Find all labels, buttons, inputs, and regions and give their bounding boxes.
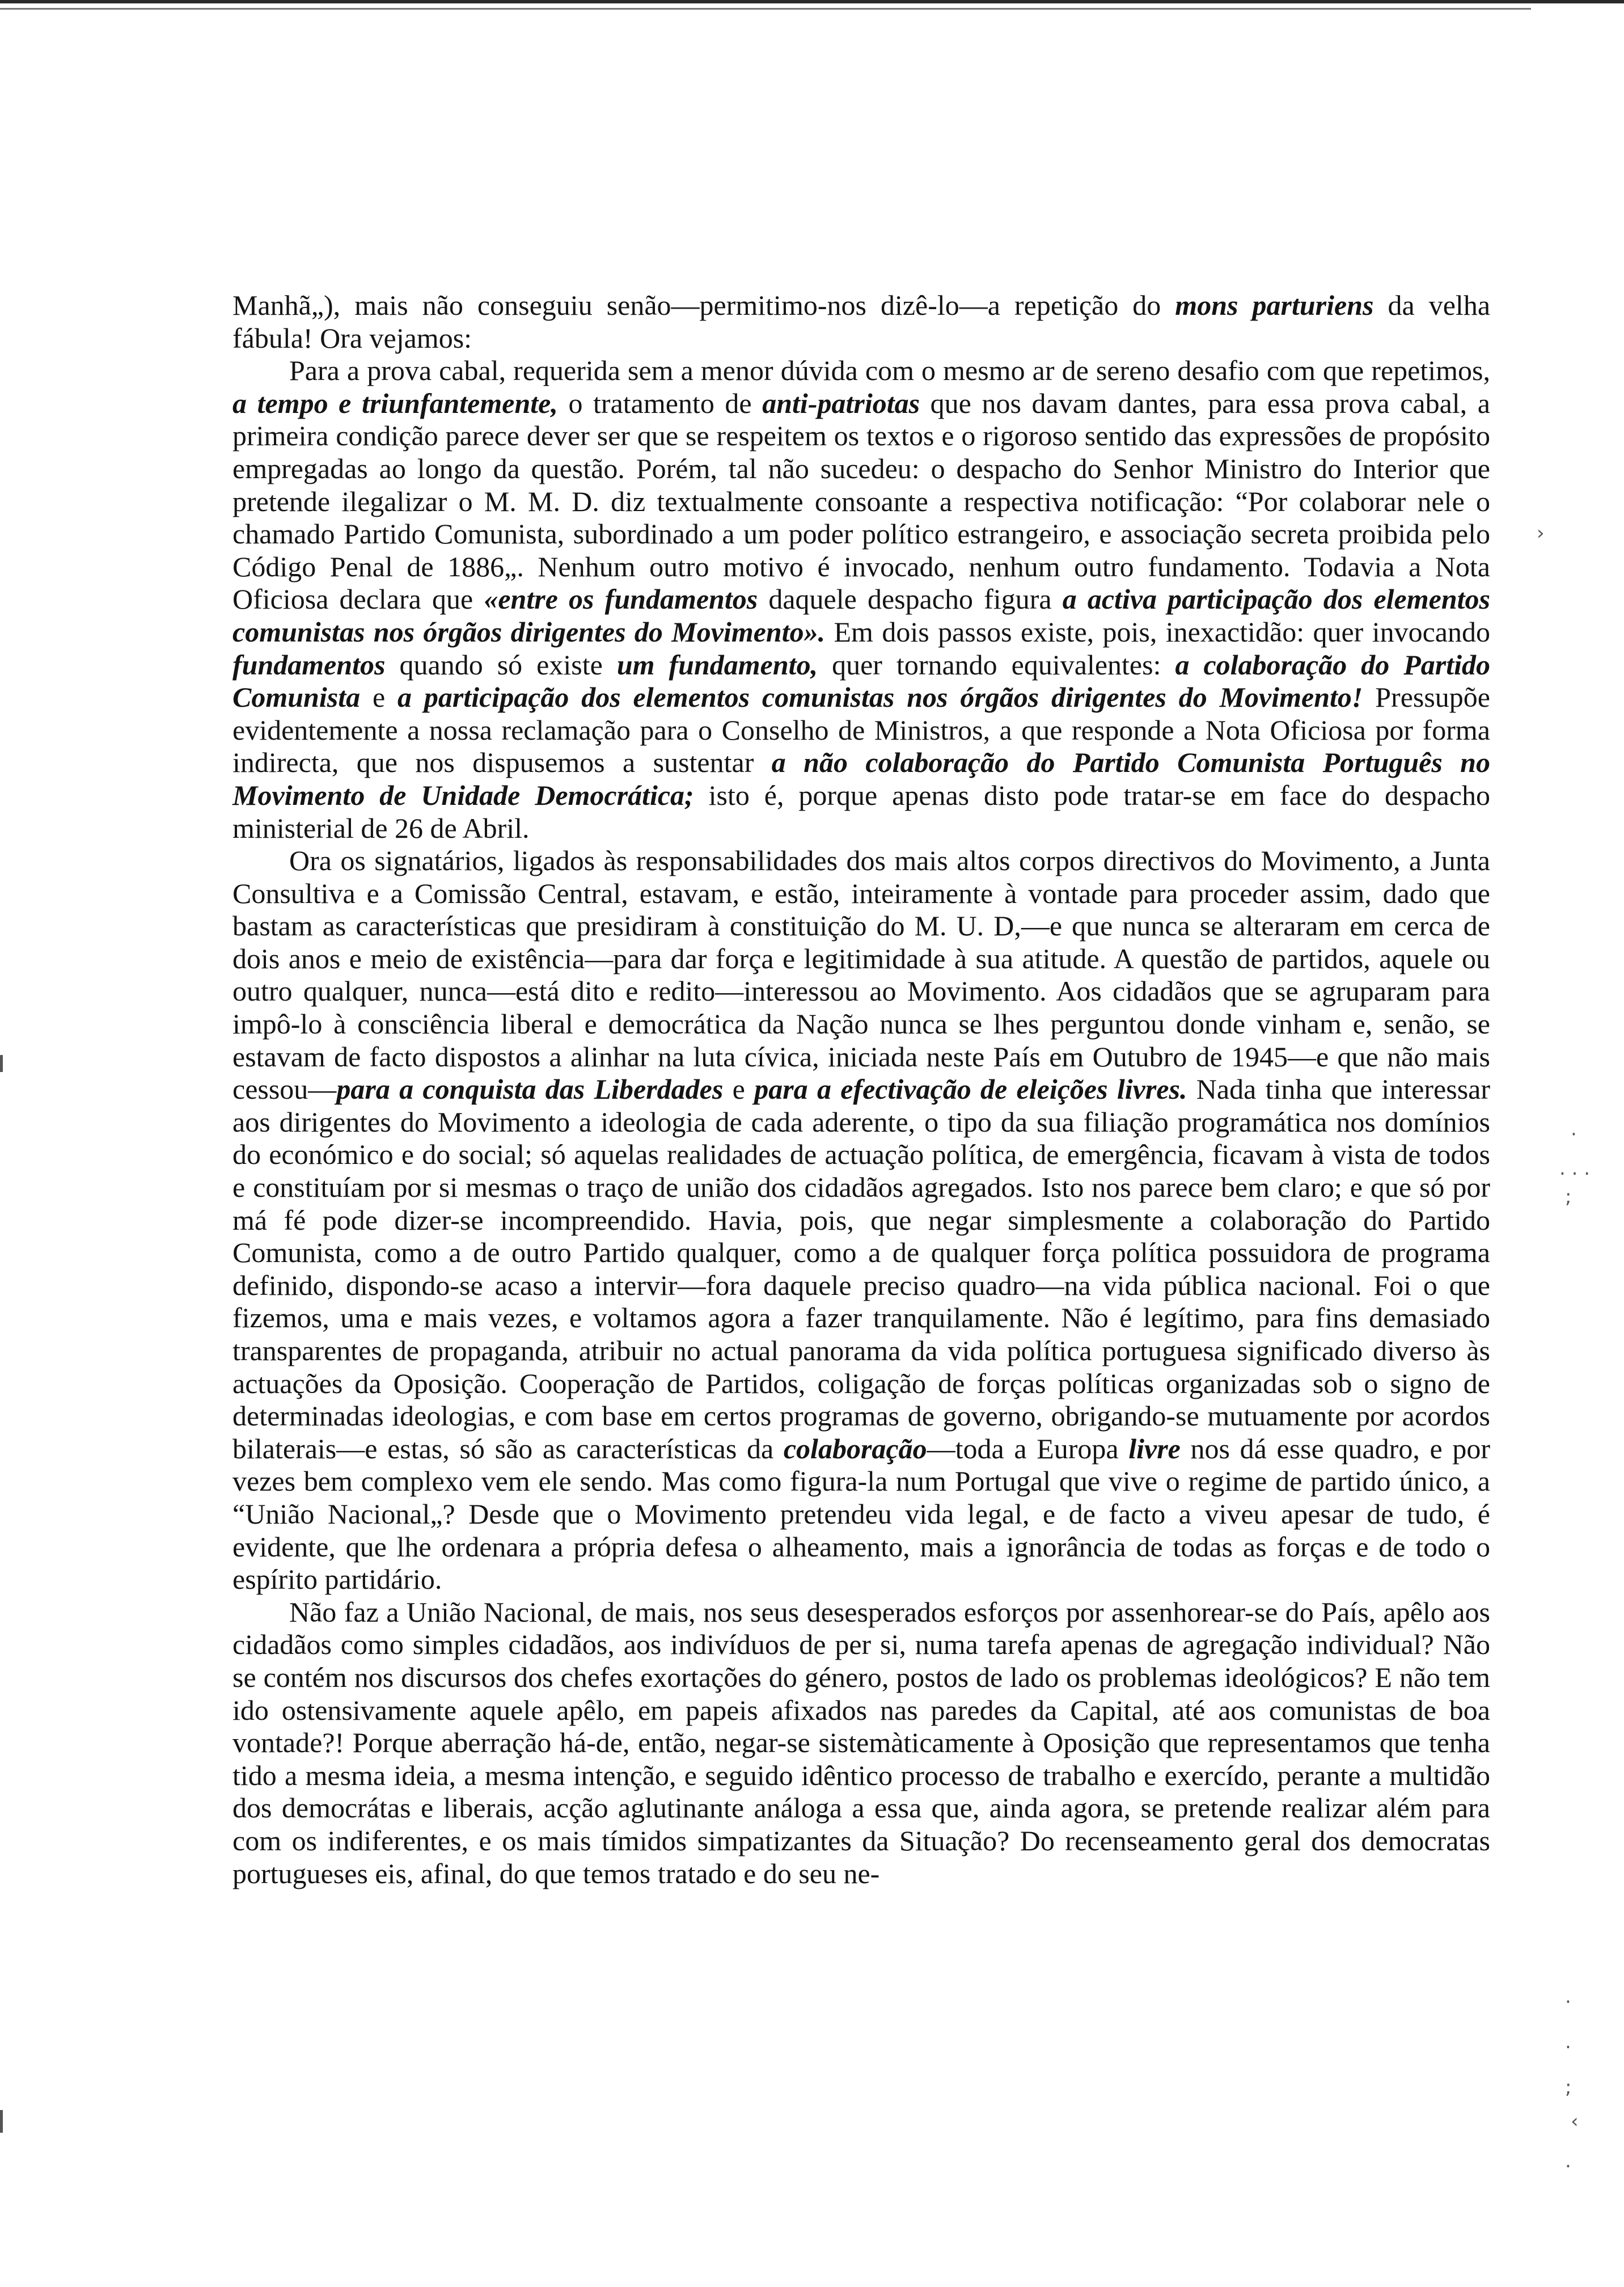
text-run: Manhã„), mais não conseguiu senão—permitimo-nos dizê-lo—a repetição do bbox=[232, 289, 1175, 321]
text-run: o tratamento de bbox=[557, 387, 763, 419]
paragraph bbox=[232, 1596, 1490, 1890]
emphasized-text: para a efectivação de eleições livres. bbox=[754, 1073, 1187, 1105]
text-run: que nos davam dantes, para essa prova cabal, a primeira condição parece dever ser que se respeitem os textos e o rigoroso sentido das expressões de propósito empregadas ao longo da questão. Porém, tal não sucedeu: o despacho do Senhor Ministro do Interior que pretende ilegalizar o M. M. D. diz textualmente consoante a respectiva notificação: “Por colaborar nele o chamado Partido Comunista, subordinado a um poder político estrangeiro, e associação secreta proibida pelo Código Penal de 1886„. Nenhum outro motivo é invocado, nenhum outro fundamento. Todavia a Nota Oficiosa declara que bbox=[232, 387, 1490, 615]
right-margin-mark: · bbox=[1571, 1123, 1577, 1146]
text-run: isto é, porque apenas disto pode tratar-se em face do despacho ministerial de 26 de Abril. bbox=[232, 779, 1490, 844]
text-run: Pressupõe evidentemente a nossa reclamação para o Conselho de Ministros, a que responde a Nota Oficiosa por forma indirecta, que nos dispusemos a sustentar bbox=[232, 681, 1490, 779]
emphasized-text: a tempo e triunfantemente, bbox=[232, 387, 558, 419]
text-run: Não faz a União Nacional, de mais, nos seus desesperados esforços por assenhorear-se do País, apêlo aos cidadãos como simples cidadãos, aos indivíduos de per si, numa tarefa apenas de agregação individual? Não se contém nos discursos dos chefes exortações do género, postos de lado os problemas ideológicos? E não tem ido ostensivamente aquele apêlo, em papeis afixados nas paredes da Capital, até aos comunistas de boa vontade?! Porque aberração há-de, então, negar-se sistemàticamente à Oposição que representamos que tenha tido a mesma ideia, a mesma intenção, e seguido idêntico processo de trabalho e exercído, perante a multidão dos democrátas e liberais, acção aglutinante análoga a essa que, ainda agora, se pretende realizar além para com os indiferentes, e os mais tímidos simpatizantes da Situação? Do recenseamento geral dos democratas portugueses eis, afinal, do que temos tratado e do seu ne- bbox=[232, 1596, 1490, 1889]
text-run: Em dois passos existe, pois, inexactidão: quer invocando bbox=[825, 615, 1490, 648]
emphasized-text: fundamentos bbox=[232, 648, 386, 681]
emphasized-text: «entre os fundamentos bbox=[484, 583, 758, 615]
text-run: —toda a Europa bbox=[927, 1432, 1129, 1465]
text-run: Nada tinha que interessar aos dirigentes do Movimento a ideologia de cada aderente, o tipo da sua filiação programática nos domínios do económico e do social; só aquelas realidades de actuação política, de emergência, ficavam à vista de todos e constituíam por si mesmas o traço de união dos cidadãos agregados. Isto nos parece bem claro; e que só por má fé pode dizer-se incompreendido. Havia, pois, que negar simplesmente a colaboração do Partido Comunista, como a de outro Partido qualquer, como a de qualquer força política possuidora de programa definido, dispondo-se acaso a intervir—fora daquele preciso quadro—na vida pública nacional. Foi o que fizemos, uma e mais vezes, e voltamos agora a fazer tranquilamente. Não é legítimo, para fins demasiado transparentes de propaganda, atribuir no actual panorama da vida política portuguesa significado diverso às actuações da Oposição. Cooperação de Partidos, coligação de forças políticas organizadas sob o signo de determinadas ideologias, e com base em certos programas de governo, obrigando-se mutuamente por acordos bilaterais—e estas, só são as características da bbox=[232, 1073, 1491, 1465]
paragraph bbox=[232, 355, 1490, 845]
left-margin-mark-1 bbox=[0, 1055, 3, 1072]
paragraph bbox=[232, 845, 1490, 1596]
text-run: Ora os signatários, ligados às responsabilidades dos mais altos corpos directivos do Movimento, a Junta Consultiva e a Comissão Central, estavam, e estão, inteiramente à vontade para proceder assim, dado que bastam as características que presidiram à constituição do M. U. D,—e que nunca se alteraram em cerca de dois anos e meio de existência—para dar força e legitimidade à sua atitude. A questão de partidos, aquele ou outro qualquer, nunca—está dito e redito—interessou ao Movimento. Aos cidadãos que se agruparam para impô-lo à consciência liberal e democrática da Nação nunca se lhes perguntou donde vinham e, senão, se estavam de facto dispostos a alinhar na luta cívica, iniciada neste País em Outubro de 1945—e que não mais cessou— bbox=[232, 845, 1490, 1105]
text-run: quer tornando equivalentes: bbox=[818, 648, 1175, 681]
emphasized-text: a colaboração do Partido Comunista bbox=[232, 648, 1490, 714]
right-margin-mark: ; bbox=[1565, 1185, 1572, 1208]
right-margin-mark: ; bbox=[1565, 2076, 1572, 2099]
right-margin-mark: ‹ bbox=[1571, 2110, 1579, 2133]
text-run: e bbox=[723, 1073, 755, 1105]
paragraph bbox=[232, 289, 1490, 355]
text-run: e bbox=[360, 681, 398, 714]
text-run: Para a prova cabal, requerida sem a menor dúvida com o mesmo ar de sereno desafio com que repetimos, bbox=[289, 355, 1490, 387]
emphasized-text: a activa participação dos elementos comunistas nos órgãos dirigentes do Movimento». bbox=[232, 583, 1490, 648]
text-run: nos dá esse quadro, e por vezes bem complexo vem ele sendo. Mas como figura-la num Portugal que vive o regime de partido único, a “União Nacional„? Desde que o Movimento pretendeu vida legal, e de facto a viveu apesar de tudo, é evidente, que lhe ordenara a própria defesa o alheamento, mais a ignorância de todas as forças e de todo o espírito partidário. bbox=[232, 1432, 1490, 1596]
left-margin-mark-2 bbox=[0, 2110, 3, 2133]
text-run: da velha fábula! Ora vejamos: bbox=[232, 289, 1491, 354]
right-margin-mark: . bbox=[1565, 1985, 1571, 2008]
emphasized-text: mons parturiens bbox=[1175, 289, 1374, 321]
emphasized-text: para a conquista das Liberdades bbox=[336, 1073, 724, 1105]
emphasized-text: colaboração bbox=[783, 1432, 927, 1465]
right-margin-mark: . bbox=[1565, 2031, 1571, 2053]
right-margin-mark: . bbox=[1565, 2150, 1571, 2172]
top-border-shadow bbox=[0, 8, 1531, 10]
emphasized-text: um fundamento, bbox=[616, 648, 818, 681]
top-border-line bbox=[0, 0, 1624, 3]
right-margin-mark: . . . bbox=[1559, 1157, 1591, 1180]
right-margin-mark: › bbox=[1537, 522, 1545, 545]
text-run: quando só existe bbox=[385, 648, 617, 681]
emphasized-text: livre bbox=[1128, 1432, 1181, 1465]
emphasized-text: a participação dos elementos comunistas nos órgãos dirigentes do Movimento! bbox=[397, 681, 1363, 714]
document-body bbox=[232, 289, 1490, 1890]
emphasized-text: a não colaboração do Partido Comunista Português no Movimento de Unidade Democrática; bbox=[232, 746, 1490, 811]
emphasized-text: anti-patriotas bbox=[762, 387, 920, 419]
text-run: daquele despacho figura bbox=[758, 583, 1063, 615]
